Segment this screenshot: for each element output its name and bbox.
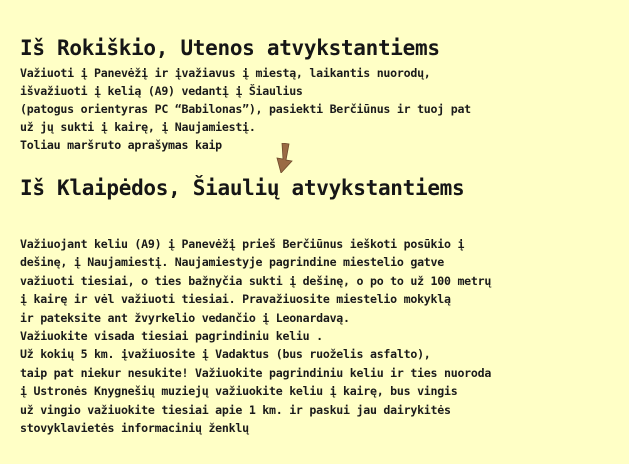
directions-rokiskis-utena (20, 64, 471, 154)
heading-from-klaipeda-siauliai: Iš Klaipėdos, Šiaulių atvykstantiems (20, 176, 465, 200)
text-line: Važiuoti į Panevėžį ir įvažiavus į miestą, laikantis nuorodų, (20, 66, 431, 80)
text-line: į kairę ir vėl važiuoti tiesiai. Pravažiuosite miestelio mokyklą (20, 292, 451, 307)
heading-from-rokiskis-utena: Iš Rokiškio, Utenos atvykstantiems (20, 36, 440, 60)
text-line: Už kokių 5 km. įvažiuosite į Vadaktus (bus ruoželis asfalto), (20, 347, 431, 362)
directions-klaipeda-siauliai (20, 235, 491, 437)
down-arrow-icon (274, 143, 294, 173)
text-line: važiuoti tiesiai, o ties bažnyčia sukti į dešinę, o po to už 100 metrų (20, 273, 492, 288)
text-line: išvažiuoti į kelią (A9) vedantį į Šiaulius (20, 84, 303, 98)
text-line: dešinę, į Naujamiestį. Naujamiestyje pagrindine miestelio gatve (20, 255, 444, 270)
text-line: stovyklavietės informacinių ženklų (20, 421, 249, 436)
text-line: į Ustronės Knygnešių muziejų važiuokite keliu į kairę, bus vingis (20, 384, 458, 399)
text-line: (patogus orientyras PC “Babilonas”), pasiekti Berčiūnus ir tuoj pat (20, 102, 471, 116)
text-line: Važiuokite visada tiesiai pagrindiniu keliu . (20, 329, 323, 344)
text-line: ir pateksite ant žvyrkelio vedančio į Leonardavą. (20, 310, 350, 325)
text-line: už jų sukti į kairę, į Naujamiestį. (20, 120, 256, 134)
text-line: Toliau maršruto aprašymas kaip (20, 138, 222, 152)
text-line: taip pat niekur nesukite! Važiuokite pagrindiniu keliu ir ties nuoroda (20, 365, 492, 380)
text-line: Važiuojant keliu (A9) į Panevėžį prieš Berčiūnus ieškoti posūkio į (20, 237, 465, 251)
text-line: už vingio važiuokite tiesiai apie 1 km. ir paskui jau dairykitės (20, 402, 451, 417)
